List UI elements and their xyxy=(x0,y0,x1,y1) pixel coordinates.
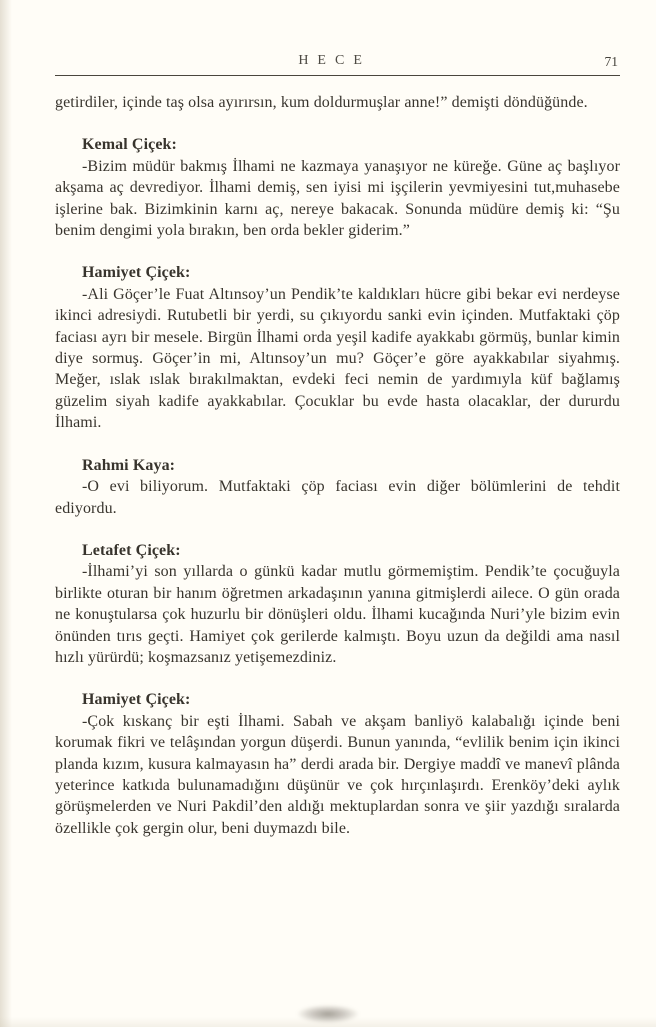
interview-section xyxy=(55,540,620,668)
header-rule xyxy=(55,75,620,76)
speech-paragraph: -Bizim müdür bakmış İlhami ne kazmaya yanaşıyor ne küreğe. Güne aç başlıyor akşama aç devrediyor. İlhami demiş, sen iyisi mi işçilerin yevmiyesini tut,muhasebe işlerine bak. Bizimkinin karnı aç, nereye bakacak. Sonunda müdüre demiş ki: “Şu benim dengimi yola bırakın, ben orda bekler giderim.” xyxy=(55,157,620,240)
speaker-name: Letafet Çiçek: xyxy=(82,541,181,559)
speech-paragraph: -Ali Göçer’le Fuat Altınsoy’un Pendik’te kaldıkları hücre gibi bekar evi nerdeyse ikinci adresiydi. Rutubetli bir yerdi, su çıkıyordu sanki evin içinden. Mutfaktaki çöp faciası ayrı bir mesele. Birgün İlhami orda yeşil kadife ayakkabı görmüş, bunlar kimin diye sormuş. Göçer’in mi, Altınsoy’un mu? Göçer’e göre ayakkabılar siyahmış. Meğer, ıslak ıslak bırakılmaktan, evdeki feci nemin de yardımıyla küf bağlamış güzelim siyah kadife ayakkabılar. Çocuklar bu evde hasta olacaklar, der dururdu İlhami. xyxy=(55,285,620,432)
speaker-name: Hamiyet Çiçek: xyxy=(82,691,191,709)
journal-title: HECE xyxy=(298,53,371,68)
speaker-name: Kemal Çiçek: xyxy=(82,136,177,154)
scan-edge-shading xyxy=(0,0,12,1027)
scan-smudge-artifact xyxy=(297,1005,359,1023)
speech-paragraph: -Çok kıskanç bir eşti İlhami. Sabah ve akşam banliyö kalabalığı içinde beni korumak fikri ve telâşından yorgun düşerdi. Bunun yanında, “evlilik benim için ikinci planda kızım, kusura kalmayasın ha” derdi arada bir. Dergiye maddî ve manevî plânda yeterince katkıda bulunamadığını düşünür ve çok hırçınlaşırdı. Erenköy’deki aylık görüşmelerden ve Nuri Pakdil’den aldığı mektuplardan sonra ve şiir yazdığı sıralarda özellikle çok gergin olur, beni duymazdı bile. xyxy=(55,712,620,837)
speaker-name: Rahmi Kaya: xyxy=(82,456,176,474)
speech-paragraph: -O evi biliyorum. Mutfaktaki çöp faciası evin diğer bölümlerini de tehdit ediyordu. xyxy=(55,478,620,517)
speech-paragraph: -İlhami’yi son yıllarda o günkü kadar mutlu görmemiştim. Pendik’te çocuğuyla birlikte oturan bir hanım öğretmen arkadaşının yanına gitmişlerdi ailece. O gün orada ne konuştularsa çok huzurlu bir dönüşleri oldu. İlhami kucağında Nuri’yle bizim evin önünden tırıs geçti. Hamiyet çok gerilerde kalmıştı. Boyu uzun da değildi ama nasıl hızlı yürürdü; koşmazsanız yetişemezdiniz. xyxy=(55,563,620,666)
continuation-paragraph: getirdiler, içinde taş olsa ayırırsın, kum doldurmuşlar anne!” demişti döndüğünde. xyxy=(55,94,588,111)
interview-section xyxy=(55,455,620,519)
interview-section xyxy=(55,262,620,433)
interview-section xyxy=(55,689,620,839)
scan-edge-shading-bottom xyxy=(0,1017,656,1027)
page-body xyxy=(55,92,620,839)
speaker-name: Hamiyet Çiçek: xyxy=(82,264,191,282)
page-number: 71 xyxy=(604,54,618,69)
page-header xyxy=(55,50,620,72)
interview-section xyxy=(55,134,620,241)
